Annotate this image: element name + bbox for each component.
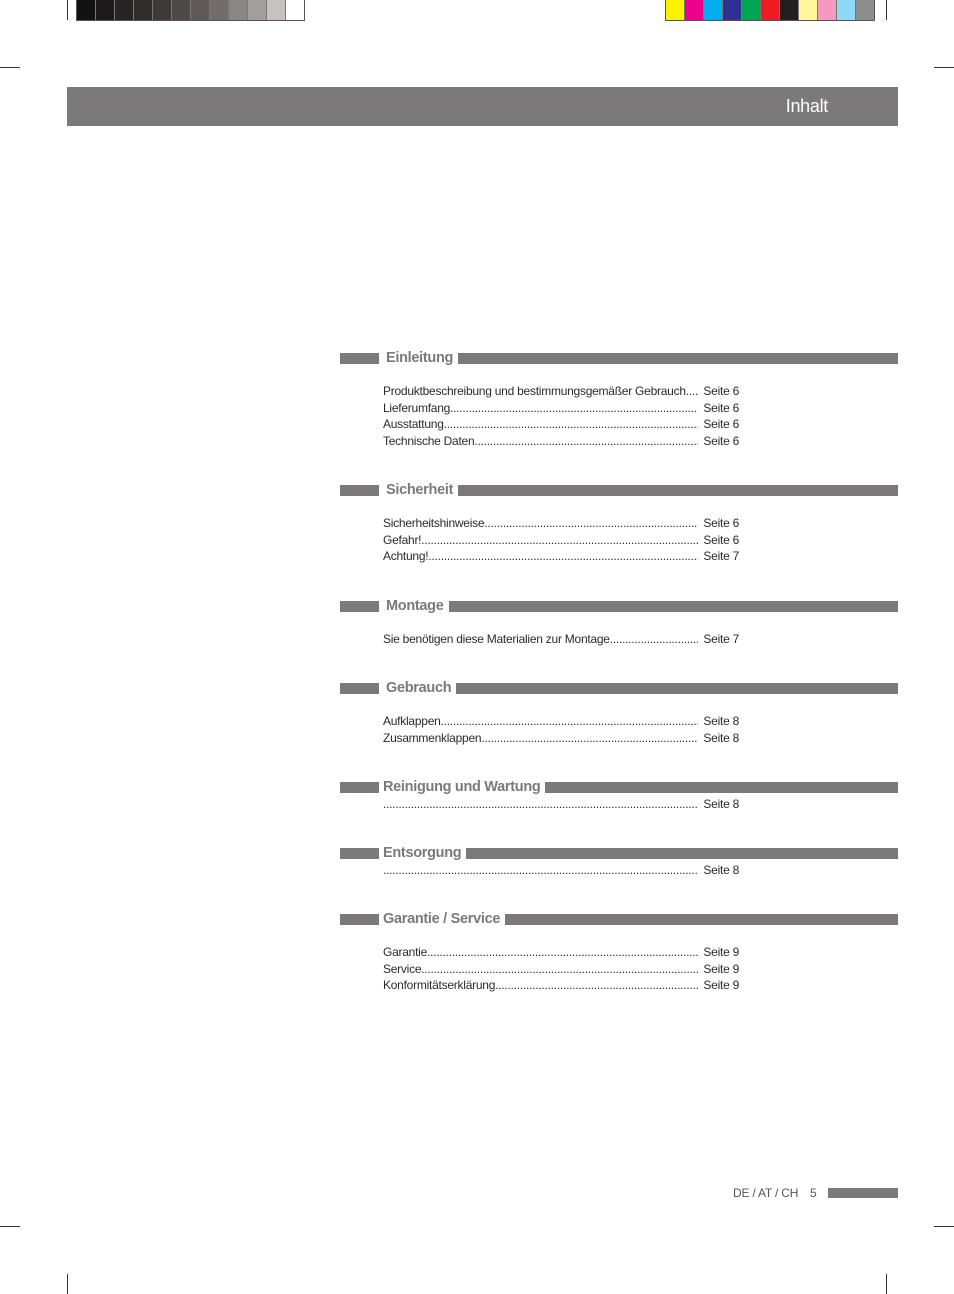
- heading-bar-left: [340, 353, 379, 364]
- color-swatch: [856, 0, 874, 20]
- toc-entry[interactable]: [383, 961, 739, 978]
- section-heading: [340, 350, 898, 366]
- page-header: [67, 87, 898, 126]
- toc-entry[interactable]: [383, 383, 739, 400]
- dot-leader: [474, 433, 698, 450]
- toc-entries: [383, 713, 739, 746]
- toc-entry[interactable]: [383, 713, 739, 730]
- toc-section: [340, 911, 898, 994]
- toc-entries: [383, 862, 739, 879]
- heading-bar-right: [545, 782, 898, 793]
- entry-page: Seite 6: [703, 384, 739, 398]
- heading-bar-right: [505, 914, 898, 925]
- entry-page: Seite 8: [703, 797, 739, 811]
- toc-entry[interactable]: [383, 416, 739, 433]
- section-heading: [340, 598, 898, 614]
- color-swatch: [837, 0, 856, 20]
- section-title: Garantie / Service: [383, 911, 501, 927]
- heading-bar-right: [466, 848, 898, 859]
- toc-entries: [383, 631, 739, 648]
- entry-title: Sicherheitshinweise: [383, 516, 485, 530]
- entry-title: Gefahr!: [383, 532, 422, 547]
- footer-page-number: 5: [810, 1186, 817, 1200]
- dot-leader: [495, 977, 698, 994]
- entry-page: Seite 8: [703, 863, 739, 877]
- dot-leader: [484, 515, 698, 532]
- toc-entry[interactable]: [383, 730, 739, 747]
- color-swatch: [229, 0, 248, 20]
- toc-entries: [383, 944, 739, 994]
- section-title: Reinigung und Wartung: [383, 779, 541, 795]
- color-swatch: [685, 0, 704, 20]
- toc-section: [340, 598, 898, 648]
- dot-leader: [450, 400, 698, 417]
- crop-mark: [0, 1226, 20, 1227]
- entry-page: Seite 6: [703, 516, 739, 530]
- toc-entry[interactable]: [383, 977, 739, 994]
- crop-mark: [934, 1226, 954, 1227]
- dot-leader: [428, 548, 698, 565]
- section-heading: [340, 845, 898, 861]
- dot-leader: [686, 383, 698, 400]
- toc-entries: [383, 796, 739, 813]
- entry-title: Technische Daten: [383, 434, 475, 449]
- section-heading: [340, 911, 898, 927]
- toc-entry[interactable]: [383, 548, 739, 565]
- dot-leader: [383, 862, 698, 879]
- entry-page: Seite 6: [703, 434, 739, 449]
- color-swatch: [780, 0, 799, 20]
- dot-leader: [441, 713, 698, 730]
- section-heading: [340, 779, 898, 795]
- color-swatch: [248, 0, 267, 20]
- section-title: Gebrauch: [386, 680, 452, 696]
- color-calibration-bar: [665, 0, 875, 21]
- entry-title: Ausstattung: [383, 417, 444, 432]
- entry-page: Seite 6: [703, 417, 739, 432]
- toc-entry[interactable]: [383, 433, 739, 450]
- color-swatch: [267, 0, 286, 20]
- toc-entry[interactable]: [383, 532, 739, 549]
- toc-entries: [383, 515, 739, 565]
- color-swatch: [134, 0, 153, 20]
- heading-bar-left: [340, 848, 379, 859]
- footer-bar: [828, 1188, 898, 1198]
- entry-title: Konformitätserklärung: [383, 978, 496, 993]
- section-title: Montage: [386, 598, 444, 614]
- toc-section: [340, 779, 898, 813]
- heading-bar-left: [340, 782, 379, 793]
- entry-page: Seite 9: [703, 961, 739, 976]
- entry-page: Seite 6: [703, 400, 739, 415]
- entry-title: Service: [383, 961, 422, 976]
- dot-leader: [444, 416, 698, 433]
- heading-bar-right: [456, 683, 898, 694]
- dot-leader: [481, 730, 698, 747]
- toc-entry[interactable]: [383, 796, 739, 813]
- toc-section: [340, 680, 898, 746]
- page-title: Inhalt: [785, 96, 828, 116]
- entry-page: Seite 8: [703, 730, 739, 745]
- heading-bar-right: [458, 485, 898, 496]
- section-title: Einleitung: [386, 350, 454, 366]
- heading-bar-left: [340, 914, 379, 925]
- color-swatch: [742, 0, 761, 20]
- dot-leader: [427, 944, 698, 961]
- heading-bar-left: [340, 683, 379, 694]
- color-swatch: [286, 0, 304, 20]
- entry-title: Lieferumfang: [383, 400, 451, 415]
- crop-mark: [67, 1274, 68, 1294]
- entry-title: Zusammenklappen: [383, 730, 482, 745]
- entry-title: Produktbeschreibung und bestimmungsgemäßer Gebrauch: [383, 384, 686, 398]
- color-swatch: [799, 0, 818, 20]
- entry-title: Aufklappen: [383, 714, 441, 728]
- dot-leader: [421, 961, 698, 978]
- entry-page: Seite 6: [703, 532, 739, 547]
- heading-bar-left: [340, 485, 379, 496]
- color-swatch: [153, 0, 172, 20]
- crop-mark: [0, 67, 20, 68]
- color-swatch: [210, 0, 229, 20]
- crop-mark: [886, 0, 887, 20]
- toc-entry[interactable]: [383, 400, 739, 417]
- color-swatch: [761, 0, 780, 20]
- crop-mark: [67, 0, 68, 20]
- footer-region: DE / AT / CH: [733, 1186, 799, 1200]
- entry-title: Garantie: [383, 945, 428, 959]
- dot-leader: [383, 796, 698, 813]
- toc-section: [340, 350, 898, 450]
- heading-bar-left: [340, 601, 379, 612]
- section-title: Entsorgung: [383, 845, 462, 861]
- color-swatch: [191, 0, 210, 20]
- dot-leader: [421, 532, 698, 549]
- toc-entry[interactable]: [383, 515, 739, 532]
- entry-title: Achtung!: [383, 549, 429, 564]
- toc-entry[interactable]: [383, 631, 739, 648]
- toc-entry[interactable]: [383, 862, 739, 879]
- color-swatch: [77, 0, 96, 20]
- entry-page: Seite 8: [703, 714, 739, 728]
- entry-page: Seite 9: [703, 945, 739, 959]
- entry-page: Seite 7: [703, 549, 739, 564]
- section-heading: [340, 680, 898, 696]
- entry-title: Sie benötigen diese Materialien zur Montage: [383, 632, 610, 646]
- crop-mark: [934, 67, 954, 68]
- heading-bar-right: [449, 601, 898, 612]
- toc-entries: [383, 383, 739, 450]
- toc-section: [340, 845, 898, 879]
- section-heading: [340, 482, 898, 498]
- color-swatch: [704, 0, 723, 20]
- color-swatch: [723, 0, 742, 20]
- grayscale-calibration-bar: [76, 0, 305, 21]
- entry-page: Seite 7: [703, 632, 739, 646]
- dot-leader: [610, 631, 698, 648]
- toc-entry[interactable]: [383, 944, 739, 961]
- heading-bar-right: [458, 353, 898, 364]
- color-swatch: [818, 0, 837, 20]
- color-swatch: [666, 0, 685, 20]
- section-title: Sicherheit: [386, 482, 454, 498]
- crop-mark: [886, 1274, 887, 1294]
- entry-page: Seite 9: [703, 978, 739, 993]
- color-swatch: [96, 0, 115, 20]
- color-swatch: [172, 0, 191, 20]
- toc-section: [340, 482, 898, 565]
- color-swatch: [115, 0, 134, 20]
